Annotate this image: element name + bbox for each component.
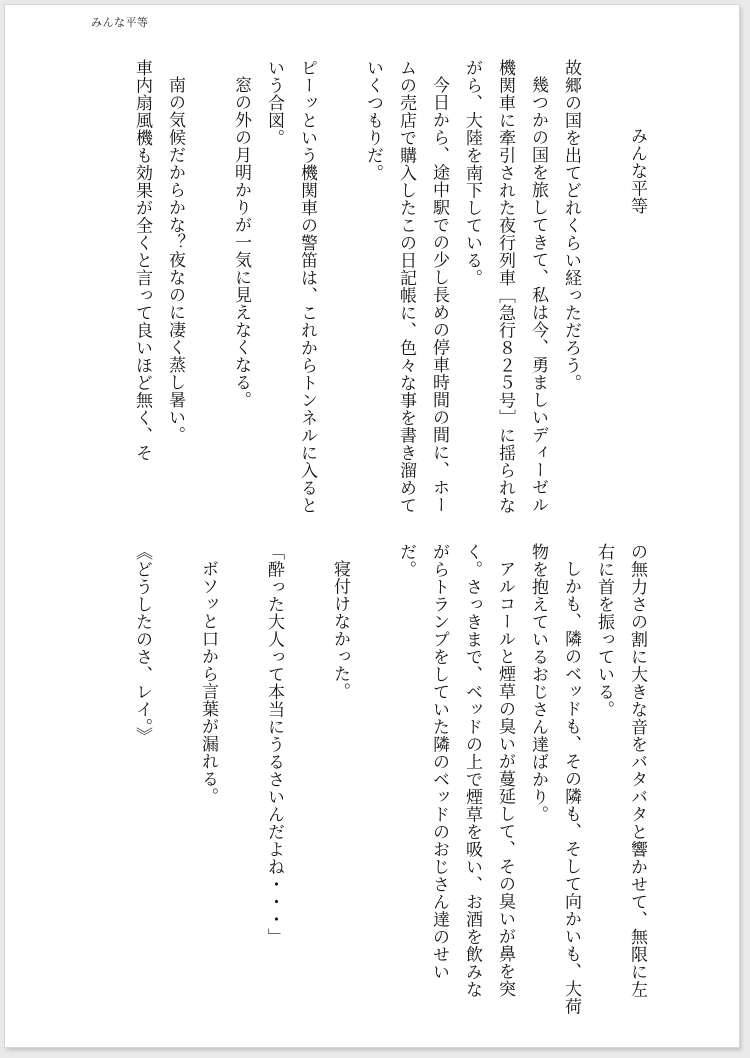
paragraph: 今日から、途中駅での少し長めの停車時間の間に、ホームの売店で購入したこの日記帳に、色々な事を書き溜めていくつもりだ。 [363,59,449,514]
chapter-title: みんな平等 [627,127,647,215]
paragraph: 車内扇風機も効果が全くと言って良いほど無く、そ [132,59,152,462]
blank-line [356,543,389,1015]
blank-line [587,59,620,517]
running-header: みんな平等 [91,16,149,29]
lower-text-block [93,543,653,1015]
document-page [5,5,739,1047]
upper-text-block [93,59,653,517]
paragraph: ピーッという機関車の警笛は、これからトンネルに入るという合図。 [264,59,317,514]
dialogue-line: 《どうしたのさ、レイ。》 [132,543,152,745]
blank-line [290,543,323,1015]
paragraph: 窓の外の月明かりが一気に見えなくなる。 [231,76,251,409]
blank-line [158,543,191,1015]
paragraph: 幾つかの国を旅してきて、私は今、勇ましいディーゼル機関車に牽引された夜行列車［急行８２５号］に揺られながら、大陸を南下している。 [462,59,548,514]
paragraph: の無力さの割に大きな音をバタバタと響かせて、無限に左右に首を振っている。 [594,543,647,998]
paragraph: 寝付けなかった。 [330,560,350,700]
paragraph: アルコールと煙草の臭いが蔓延して、その臭いが鼻を突く。さっきまで、ベッドの上で煙草を吸い、お酒を飲みながらトランプをしていた隣のベッドのおじさん達のせいだ。 [396,543,515,998]
paragraph: しかも、隣のベッドも、その隣も、そして向かいも、大荷物を抱えているおじさん達ばかり。 [528,543,581,1015]
paragraph: ボソッと口から言葉が漏れる。 [198,560,218,805]
blank-line [224,543,257,1015]
blank-line [323,59,356,517]
paragraph: 南の気候だからかな？夜なのに凄く蒸し暑い。 [165,76,185,444]
blank-line [191,59,224,517]
dialogue-line: 「酔った大人って本当にうるさいんだよね・・・」 [264,543,284,946]
paragraph: 故郷の国を出てどれくらい経っただろう。 [561,59,581,392]
